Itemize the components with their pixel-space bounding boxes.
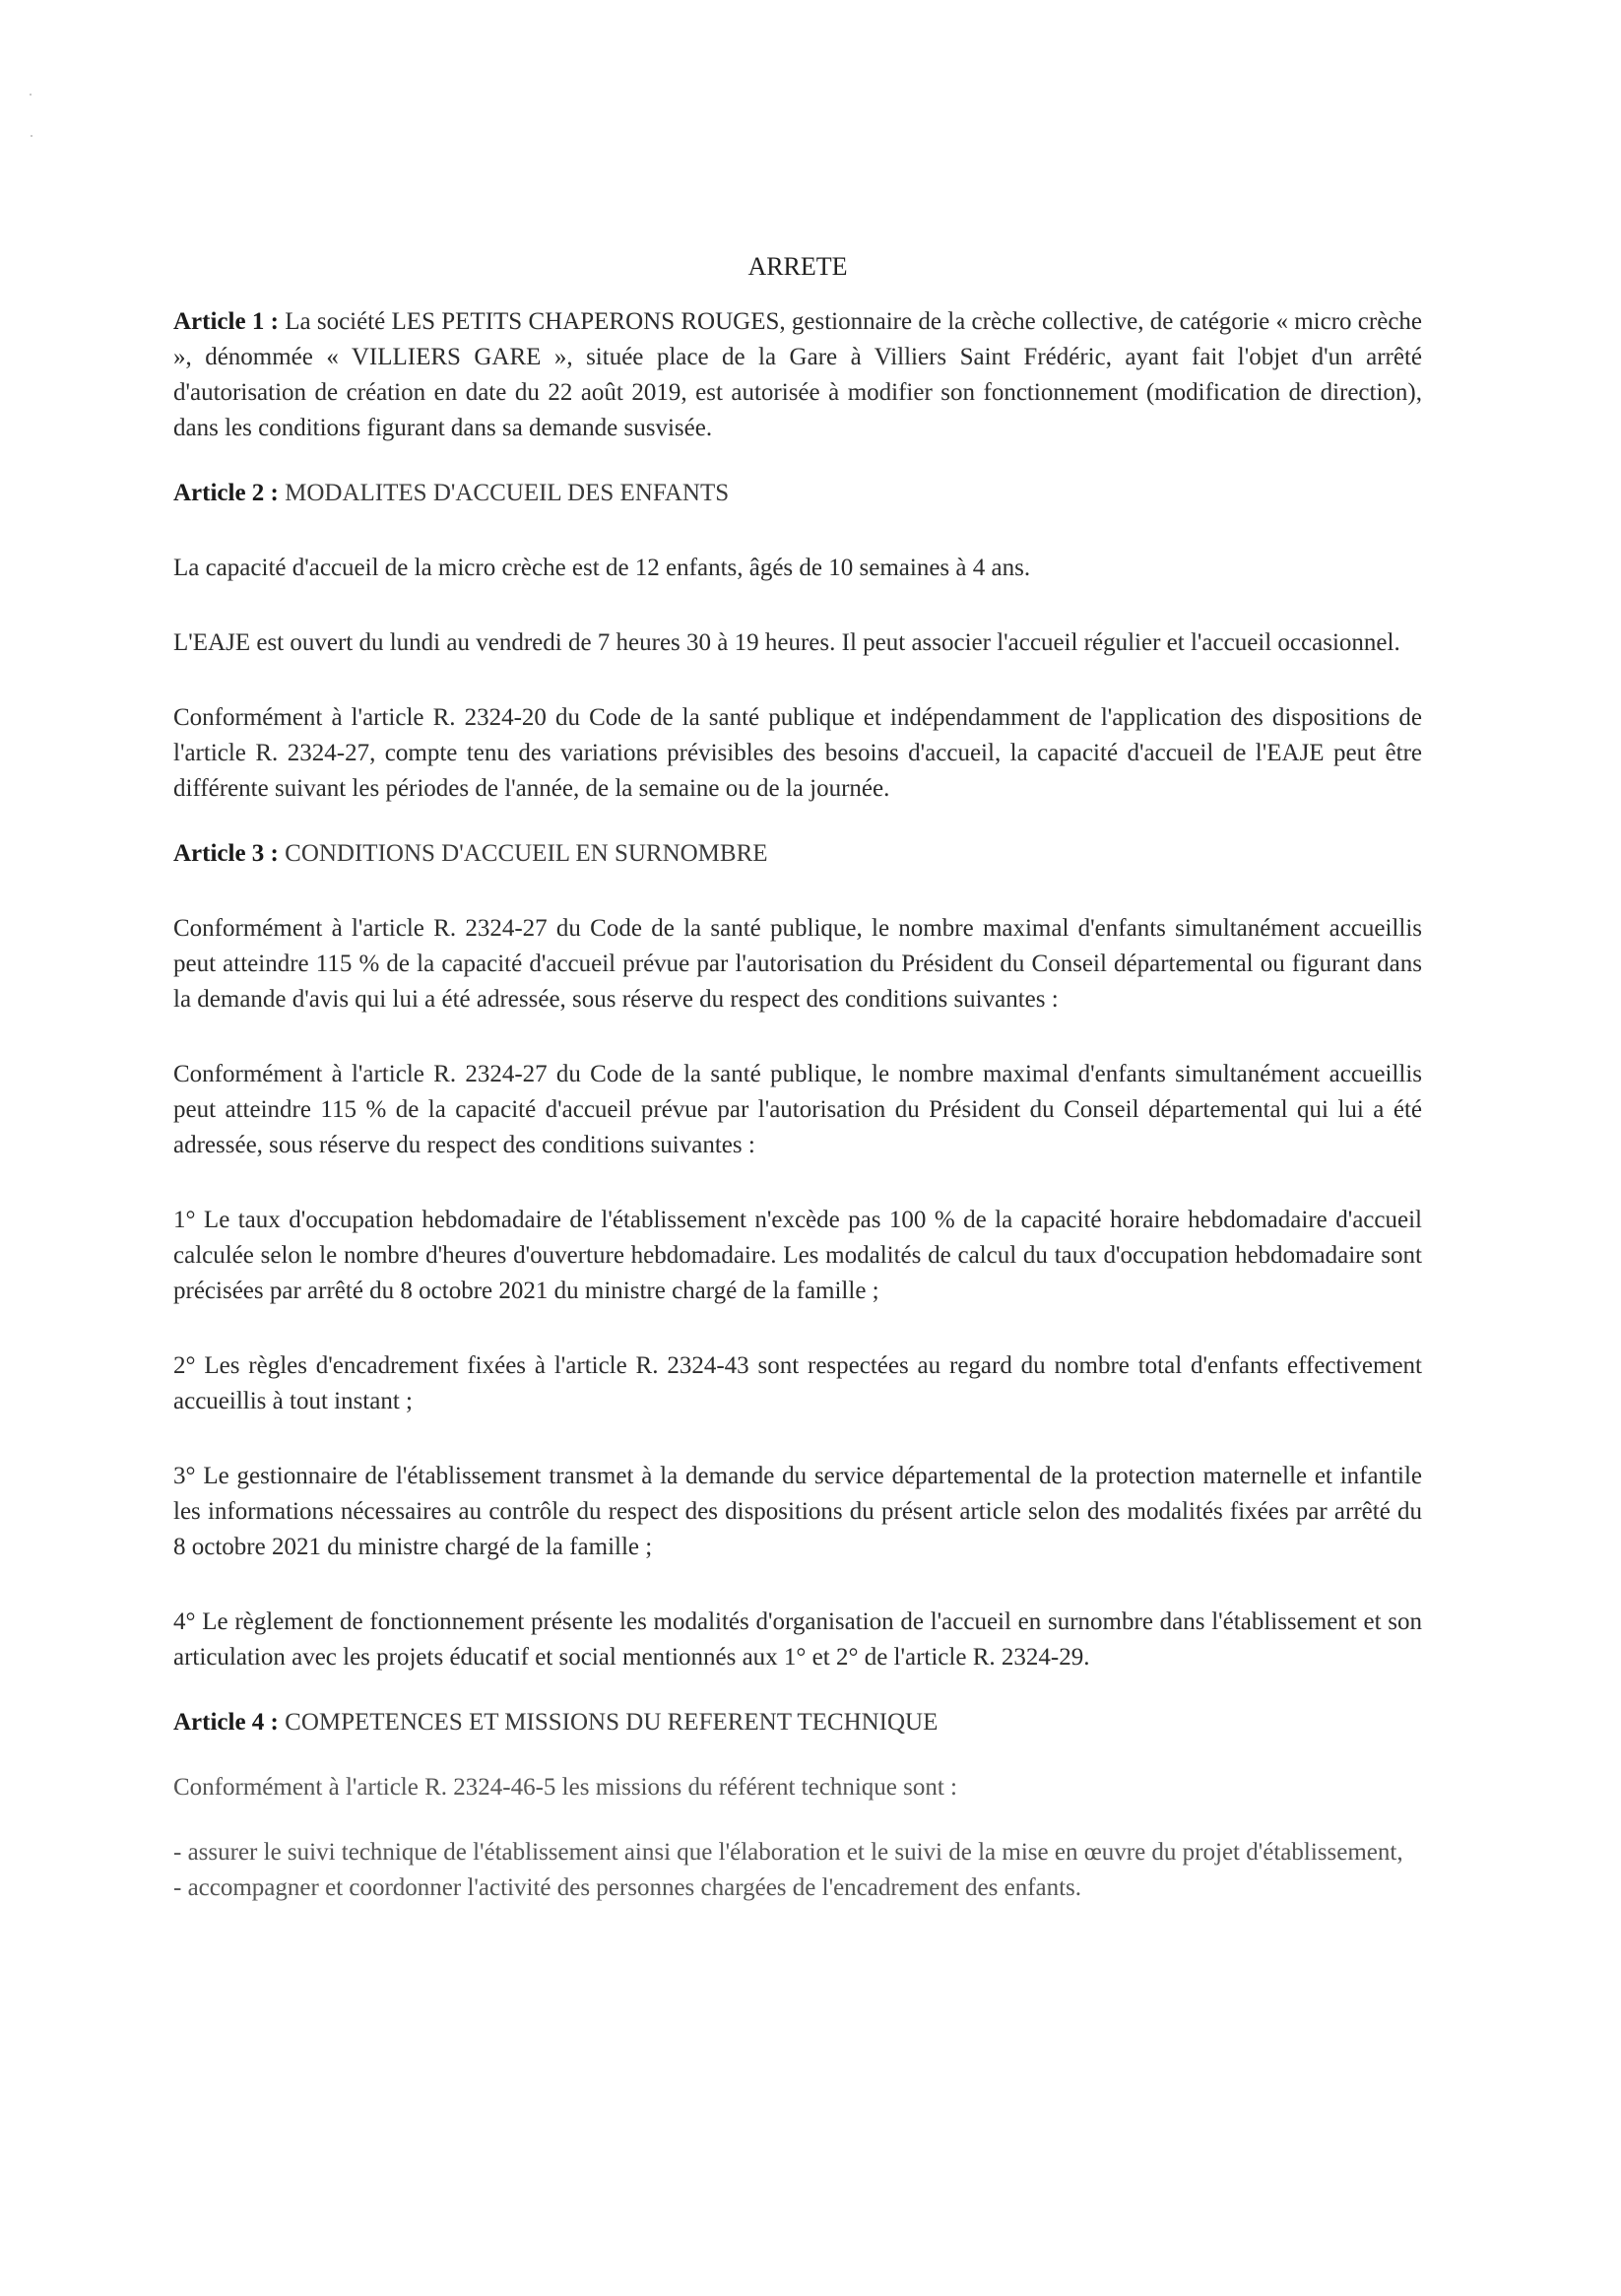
article-2-paragraph: L'EAJE est ouvert du lundi au vendredi de 7 heures 30 à 19 heures. Il peut associer l'accueil régulier et l'accueil occasionnel. (173, 629, 1400, 656)
article-3-label: Article 3 : (173, 840, 279, 867)
article-2-label: Article 2 : (173, 480, 279, 506)
article-1-label: Article 1 : (173, 308, 279, 335)
condition-item: 1° Le taux d'occupation hebdomadaire de l'établissement n'excède pas 100 % de la capacité horaire hebdomadaire d'accueil calculée selon le nombre d'heures d'ouverture hebdomadaire. Les modalités de calcul du taux d'occupation hebdomadaire sont précisées par arrêté du 8 octobre 2021 du ministre chargé de la famille ; (173, 1207, 1422, 1304)
article-3-paragraph: Conformément à l'article R. 2324-27 du Code de la santé publique, le nombre maximal d'enfants simultanément accueillis peut atteindre 115 % de la capacité d'accueil prévue par l'autorisation du Président du Conseil départemental qui lui a été adressée, sous réserve du respect des conditions suivantes : (173, 1061, 1422, 1158)
article-4-label: Article 4 : (173, 1709, 279, 1736)
condition-item: 3° Le gestionnaire de l'établissement transmet à la demande du service départemental de la protection maternelle et infantile les informations nécessaires au contrôle du respect des dispositions du présent article selon des modalités fixées par arrêté du 8 octobre 2021 du ministre chargé de la famille ; (173, 1463, 1422, 1560)
article-3-heading: CONDITIONS D'ACCUEIL EN SURNOMBRE (285, 840, 768, 867)
condition-item: 2° Les règles d'encadrement fixées à l'article R. 2324-43 sont respectées au regard du nombre total d'enfants effectivement accueillis à tout instant ; (173, 1352, 1422, 1414)
document-body (173, 249, 1422, 1906)
mission-item: - accompagner et coordonner l'activité des personnes chargées de l'encadrement des enfants. (173, 1874, 1082, 1901)
article-2-paragraph: La capacité d'accueil de la micro crèche est de 12 enfants, âgés de 10 semaines à 4 ans. (173, 555, 1031, 581)
article-4-heading: COMPETENCES ET MISSIONS DU REFERENT TECHNIQUE (285, 1709, 939, 1736)
article-3-header (173, 836, 1422, 872)
article-4-header (173, 1705, 1422, 1740)
scan-speck (31, 135, 32, 137)
scan-speck (30, 94, 32, 96)
article-2-paragraph: Conformément à l'article R. 2324-20 du Code de la santé publique et indépendamment de l'application des dispositions de l'article R. 2324-27, compte tenu des variations prévisibles des besoins d'accueil, la capacité d'accueil de l'EAJE peut être différente suivant les périodes de l'année, de la semaine ou de la journée. (173, 704, 1422, 802)
article-2-heading: MODALITES D'ACCUEIL DES ENFANTS (285, 480, 730, 506)
article-2-header (173, 476, 1422, 511)
article-1-text: La société LES PETITS CHAPERONS ROUGES, gestionnaire de la crèche collective, de catégorie « micro crèche », dénommée « VILLIERS GARE », située place de la Gare à Villiers Saint Frédéric, ayant fait l'objet d'un arrêté d'autorisation de création en date du 22 août 2019, est autorisée à modifier son fonctionnement (modification de direction), dans les conditions figurant dans sa demande susvisée. (173, 308, 1423, 441)
article-4-intro: Conformément à l'article R. 2324-46-5 les missions du référent technique sont : (173, 1774, 957, 1801)
article-3-paragraph: Conformément à l'article R. 2324-27 du Code de la santé publique, le nombre maximal d'enfants simultanément accueillis peut atteindre 115 % de la capacité d'accueil prévue par l'autorisation du Président du Conseil départemental ou figurant dans la demande d'avis qui lui a été adressée, sous réserve du respect des conditions suivantes : (173, 915, 1422, 1013)
condition-item: 4° Le règlement de fonctionnement présente les modalités d'organisation de l'accueil en surnombre dans l'établissement et son articulation avec les projets éducatif et social mentionnés aux 1° et 2° de l'article R. 2324-29. (173, 1608, 1422, 1671)
document-title: ARRETE (747, 252, 848, 281)
mission-item: - assurer le suivi technique de l'établissement ainsi que l'élaboration et le suivi de la mise en œuvre du projet d'établissement, (173, 1839, 1403, 1866)
article-1 (173, 304, 1422, 446)
